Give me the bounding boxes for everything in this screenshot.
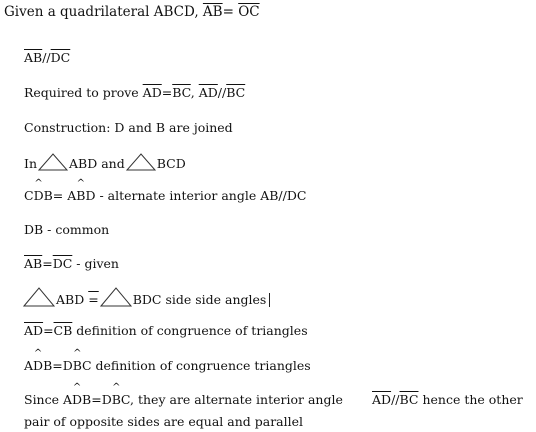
angle-equality-statement: C^ DB= A^ BD - alternate interior angle AB//DC [24,188,306,204]
required-to-prove: Required to prove $\overline{AD}=\overline{BC}$, $\overline{AD}//\overline{BC}$ [24,85,246,100]
conclusion-parallel: $\overline{AD}//\overline{BC}$ hence the other [372,392,523,407]
triangle-icon [37,153,69,171]
construction-line: Construction: D and B are joined [24,120,233,135]
congruence-statement: ABD = BDC side side angles [22,287,270,308]
triangle-statement: In ABD and BCD [24,153,186,172]
sides-congruence-statement: $\overline{AD}=\overline{CB}$ definition of congruence of triangles [24,323,308,338]
given-parallel: $\overline{AB}//\overline{DC}$ [24,50,71,65]
congruent-symbol: = [88,292,99,307]
text-cursor [269,293,270,307]
conclusion-line-1: Since A^ DB=D^ BC, they are alternate interior angle [24,392,343,408]
given-sides-equal: $\overline{AB}=\overline{DC}$ - given [24,256,119,271]
triangle-icon [99,287,133,307]
segment-ab: $\overline{AB}$ [202,4,223,20]
segment-oc: $\overline{OC}$ [238,4,260,20]
triangle-icon [125,153,157,171]
angles-congruence-statement: A^ DB=D^ BC definition of congruence triangles [24,358,311,374]
problem-title: Given a quadrilateral ABCD, $\overline{AB}= \overline{OC}$ [4,4,260,20]
common-side: DB - common [24,222,110,237]
conclusion-line-2: pair of opposite sides are equal and parallel [24,414,304,429]
triangle-icon [22,287,56,307]
